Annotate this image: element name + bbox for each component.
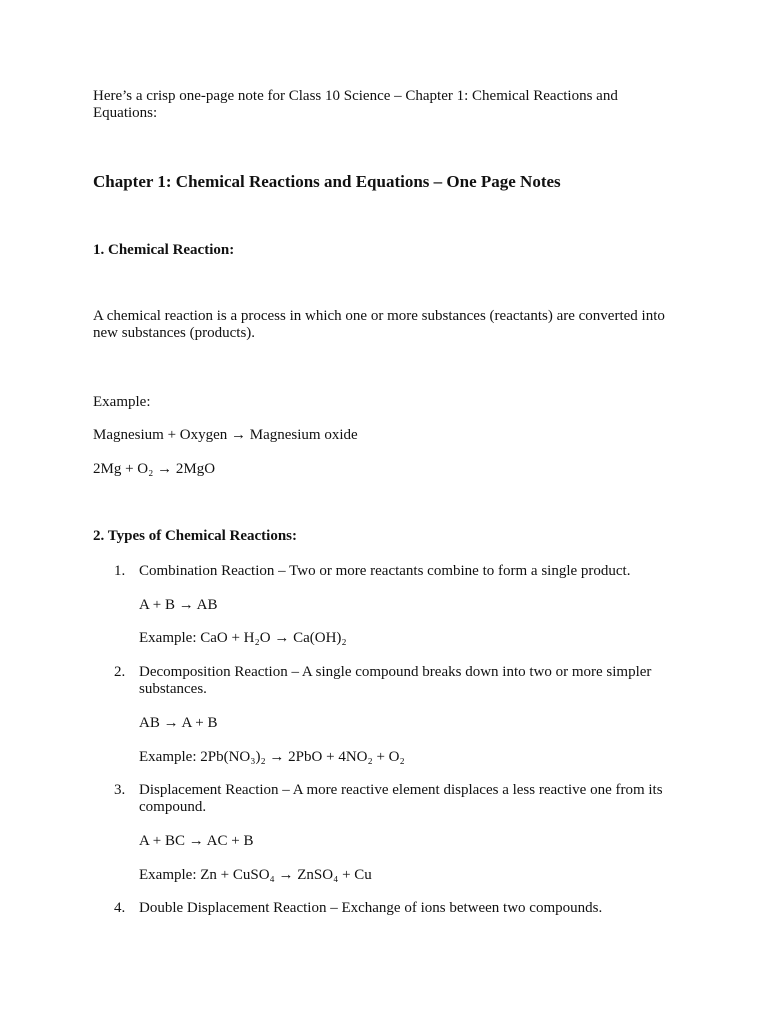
combination-reaction-title: Combination Reaction – Two or more reactants combine to form a single product. bbox=[139, 563, 631, 579]
example-label: Example: bbox=[93, 394, 151, 410]
example-word-equation: Magnesium + Oxygen → Magnesium oxide bbox=[93, 427, 358, 443]
displacement-general-equation: A + BC → AC + B bbox=[139, 833, 254, 849]
section-2-heading: 2. Types of Chemical Reactions: bbox=[93, 528, 298, 544]
chapter-title: Chapter 1: Chemical Reactions and Equations – One Page Notes bbox=[93, 172, 561, 191]
decomposition-reaction-title: Decomposition Reaction – A single compound breaks down into two or more simpler substances. bbox=[139, 664, 652, 697]
double-displacement-reaction-title: Double Displacement Reaction – Exchange of ions between two compounds. bbox=[139, 900, 603, 916]
list-item-number: 2. bbox=[114, 664, 126, 680]
displacement-reaction-title: Displacement Reaction – A more reactive element displaces a less reactive one from its compound. bbox=[139, 782, 663, 815]
section-1-heading: 1. Chemical Reaction: bbox=[93, 242, 235, 258]
displacement-example: Example: Zn + CuSO₄ → ZnSO₄ + Cu bbox=[139, 867, 372, 883]
decomposition-example: Example: 2Pb(NO₃)₂ → 2PbO + 4NO₂ + O₂ bbox=[139, 749, 405, 765]
list-item-number: 3. bbox=[114, 782, 126, 798]
combination-example: Example: CaO + H₂O → Ca(OH)₂ bbox=[139, 630, 347, 646]
chemical-reaction-definition: A chemical reaction is a process in which one or more substances (reactants) are converted into new substances (products). bbox=[93, 308, 665, 341]
example-chemical-equation: 2Mg + O₂ → 2MgO bbox=[93, 461, 216, 477]
intro-text: Here’s a crisp one-page note for Class 10 Science – Chapter 1: Chemical Reactions and Equations: bbox=[93, 88, 618, 121]
combination-general-equation: A + B → AB bbox=[139, 597, 218, 613]
list-item-number: 1. bbox=[114, 563, 126, 579]
decomposition-general-equation: AB → A + B bbox=[139, 715, 218, 731]
list-item-number: 4. bbox=[114, 900, 126, 916]
